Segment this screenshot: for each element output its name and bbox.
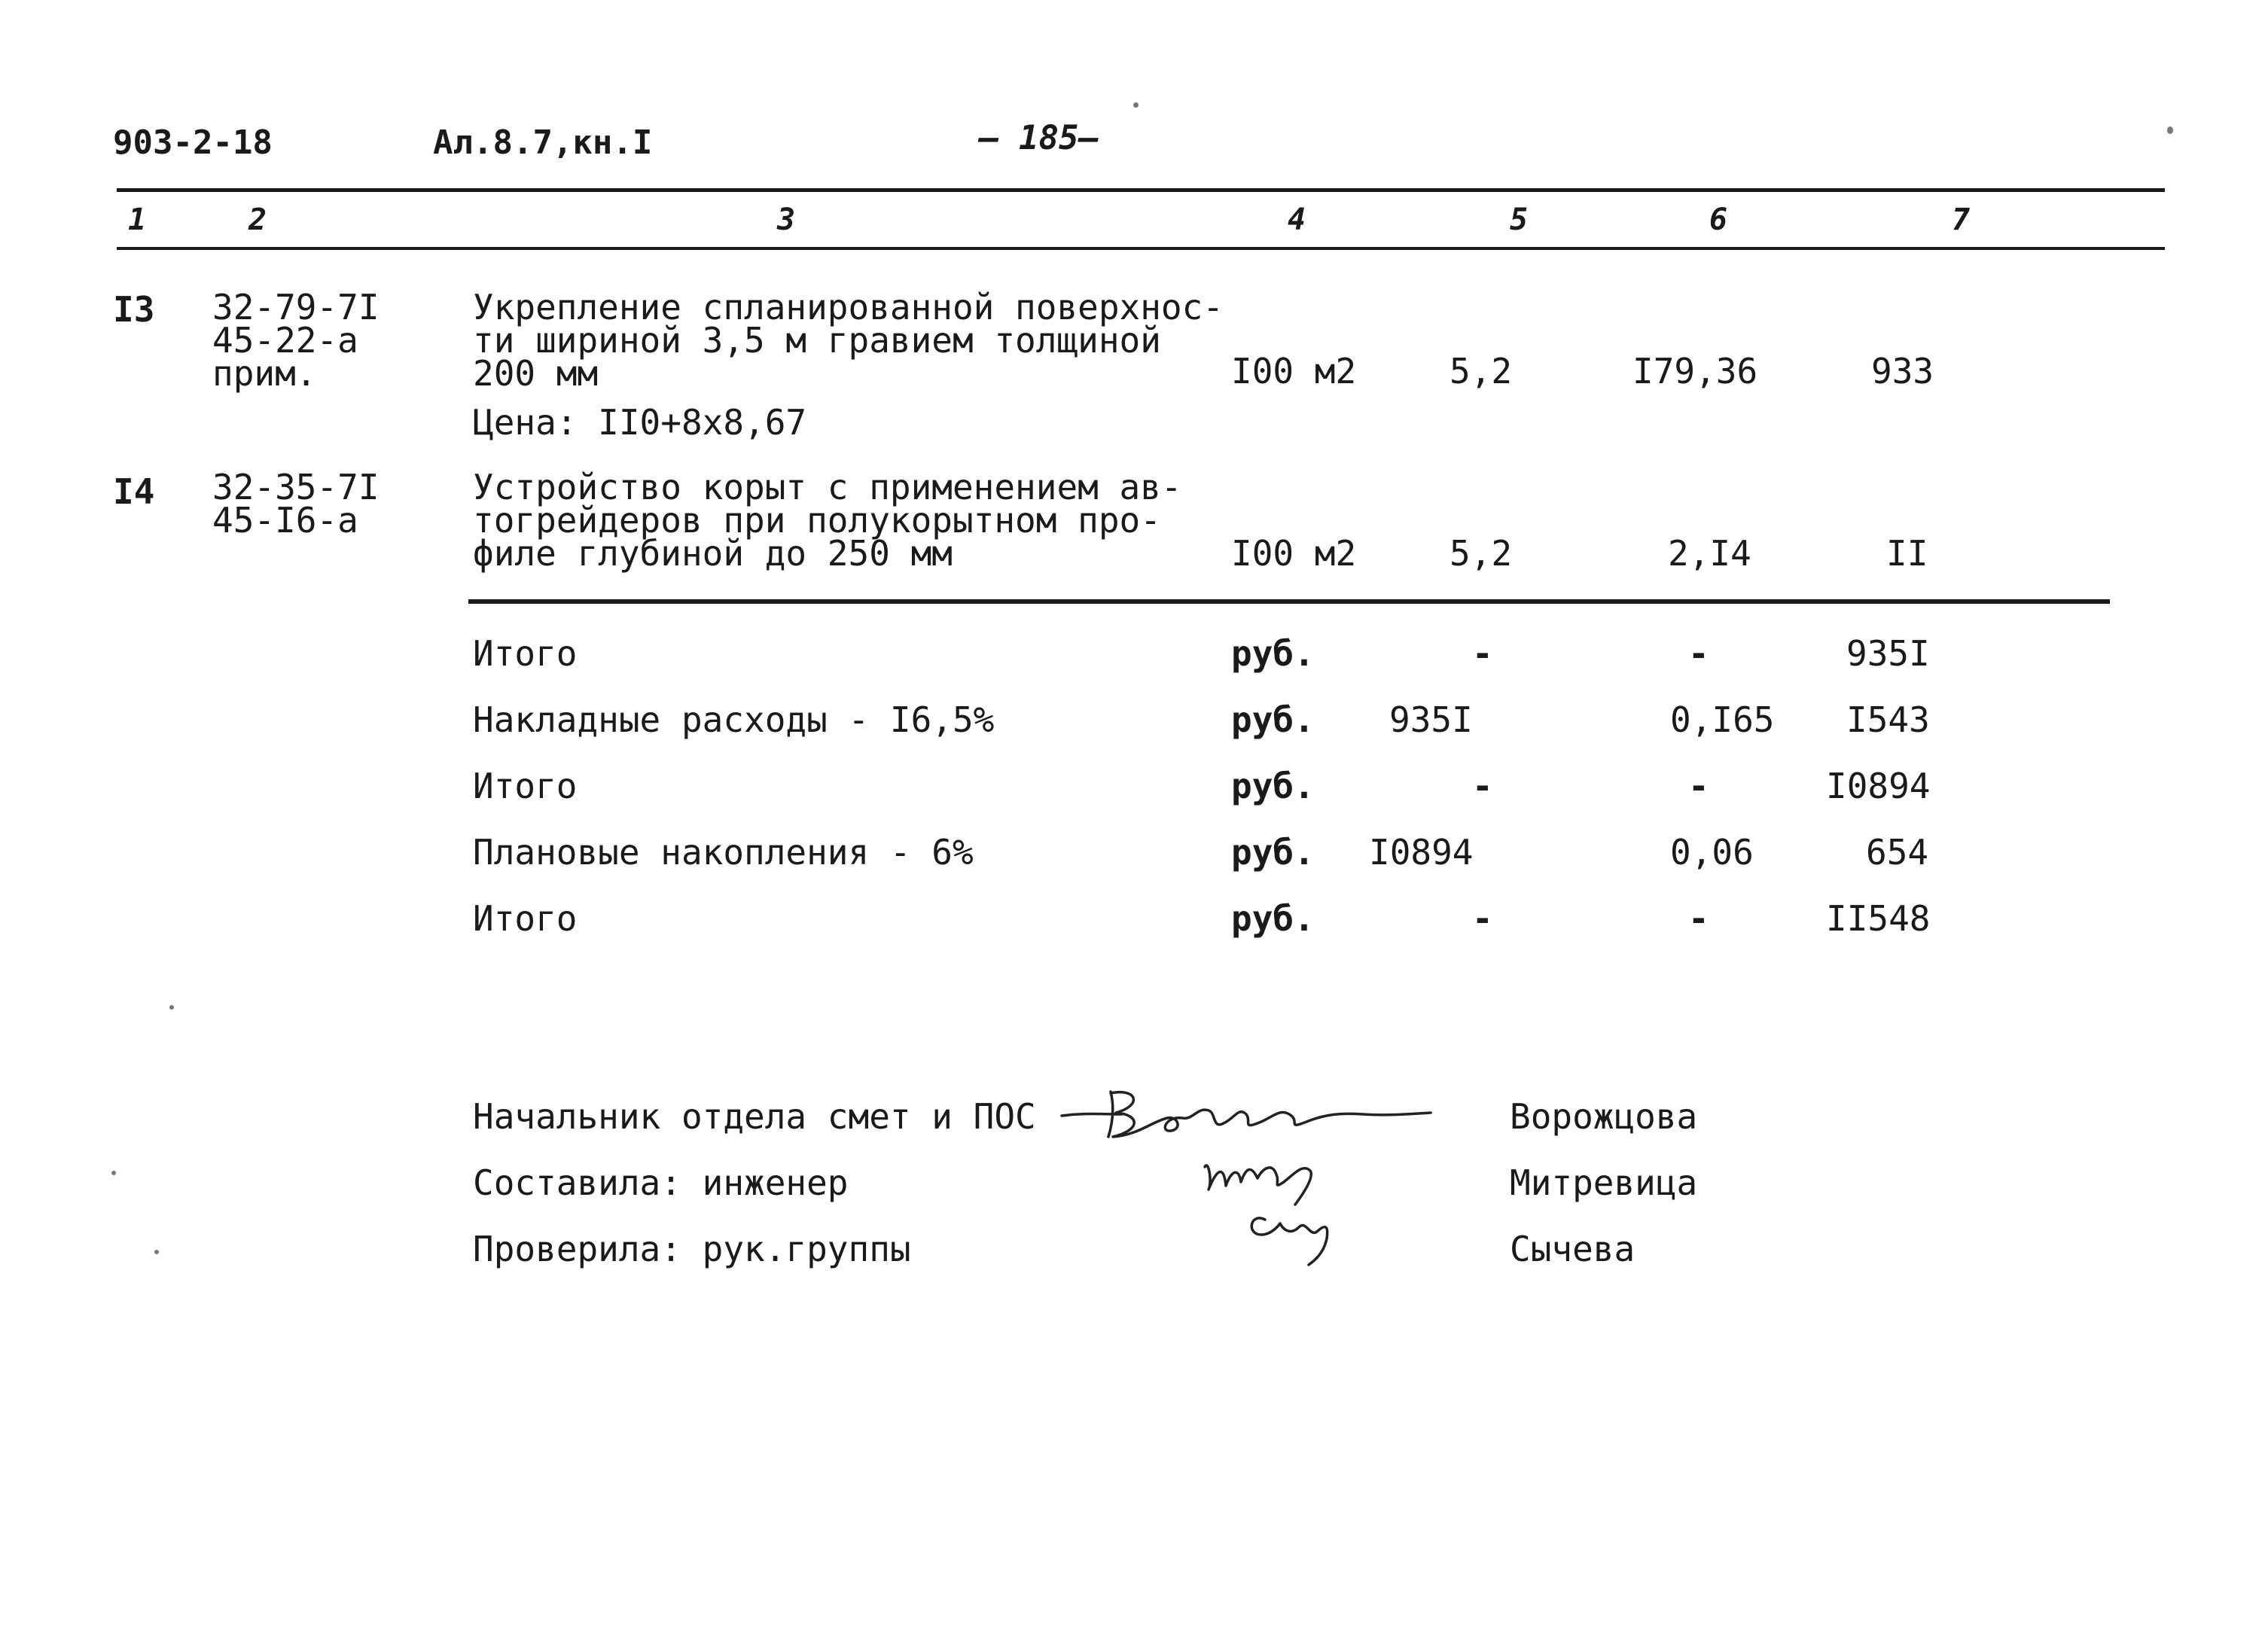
qty-cell: 5,2 — [1450, 533, 1513, 574]
summary-base: 935I — [1389, 699, 1473, 740]
signature-scribble-3 — [1251, 1218, 1327, 1265]
summary-unit: руб. — [1231, 898, 1315, 939]
description-line: Укрепление спланированной поверхнос- — [473, 287, 1224, 327]
summary-unit: руб. — [1231, 699, 1315, 740]
scan-speck — [111, 1171, 116, 1175]
summary-rate: - — [1688, 633, 1709, 674]
signature-name: Сычева — [1510, 1229, 1635, 1269]
summary-base: - — [1472, 633, 1493, 674]
signature-role: Проверила: рук.группы — [473, 1229, 911, 1269]
signature-role: Составила: инженер — [473, 1162, 849, 1203]
summary-rate: 0,I65 — [1670, 699, 1775, 740]
price-note: Цена: II0+8х8,67 — [473, 402, 807, 443]
total-cell: II — [1886, 533, 1928, 574]
code-line: 32-35-7I — [212, 467, 380, 507]
summary-label: Итого — [473, 898, 578, 939]
summary-total: 654 — [1866, 832, 1929, 873]
code-line: 45-I6-а — [212, 500, 358, 541]
row-codes — [212, 287, 380, 394]
table-header-rule — [117, 247, 2165, 250]
scan-speck — [2167, 126, 2173, 134]
signature-role: Начальник отдела смет и ПОС — [473, 1096, 1036, 1137]
row-description — [473, 287, 1224, 394]
column-number: 4 — [1288, 203, 1306, 237]
summary-label: Итого — [473, 633, 578, 674]
signature-name: Ворожцова — [1510, 1096, 1698, 1137]
summary-total: I0894 — [1826, 766, 1931, 806]
signature-scribble-2 — [1205, 1165, 1311, 1205]
description-line: тогрейдеров при полукорытном про- — [473, 500, 1161, 541]
row-description — [473, 467, 1182, 574]
summary-base: - — [1472, 766, 1493, 806]
code-line: прим. — [212, 353, 317, 394]
column-number: 5 — [1510, 203, 1529, 237]
summary-unit: руб. — [1231, 766, 1315, 806]
unit-cell: I00 м2 — [1231, 351, 1357, 391]
column-number: 2 — [248, 203, 267, 237]
code-line: 32-79-7I — [212, 287, 380, 327]
qty-cell: 5,2 — [1450, 351, 1513, 391]
price-cell: 2,I4 — [1668, 533, 1751, 574]
total-cell: 933 — [1871, 351, 1934, 391]
table-top-rule — [117, 188, 2165, 192]
summary-total: 935I — [1846, 633, 1930, 674]
summary-rate: 0,06 — [1670, 832, 1754, 873]
scan-speck — [169, 1005, 174, 1010]
row-codes — [212, 467, 380, 541]
summary-total: I543 — [1846, 699, 1930, 740]
summary-rate: - — [1688, 898, 1709, 939]
description-line: 200 мм — [473, 353, 599, 394]
summary-unit: руб. — [1231, 633, 1315, 674]
column-number: 1 — [128, 203, 147, 237]
summary-unit: руб. — [1231, 832, 1315, 873]
handwritten-signatures — [1054, 1077, 1506, 1272]
column-number: 7 — [1952, 203, 1971, 237]
scan-speck — [1133, 102, 1139, 108]
summary-label: Плановые накопления - 6% — [473, 832, 974, 873]
description-line: Устройство корыт с применением ав- — [473, 467, 1182, 507]
summary-base: - — [1472, 898, 1493, 939]
scan-speck — [154, 1250, 159, 1254]
column-number: 3 — [777, 203, 796, 237]
summary-rate: - — [1688, 766, 1709, 806]
doc-code: 903-2-18 — [113, 123, 273, 162]
unit-cell: I00 м2 — [1231, 533, 1357, 574]
row-number: I3 — [113, 289, 155, 330]
code-line: 45-22-а — [212, 320, 358, 361]
signature-name: Митревица — [1510, 1162, 1698, 1203]
signature-scribble-1 — [1062, 1092, 1431, 1137]
summary-label: Итого — [473, 766, 578, 806]
row-number: I4 — [113, 471, 155, 512]
page-number: – 185– — [979, 119, 1099, 157]
column-number: 6 — [1709, 203, 1728, 237]
summary-label: Накладные расходы - I6,5% — [473, 699, 995, 740]
summary-base: I0894 — [1369, 832, 1474, 873]
album-ref: Ал.8.7,кн.I — [433, 123, 653, 162]
summary-rule — [468, 599, 2110, 604]
price-cell: I79,36 — [1632, 351, 1758, 391]
summary-total: II548 — [1826, 898, 1931, 939]
description-line: ти шириной 3,5 м гравием толщиной — [473, 320, 1161, 361]
description-line: филе глубиной до 250 мм — [473, 533, 953, 574]
